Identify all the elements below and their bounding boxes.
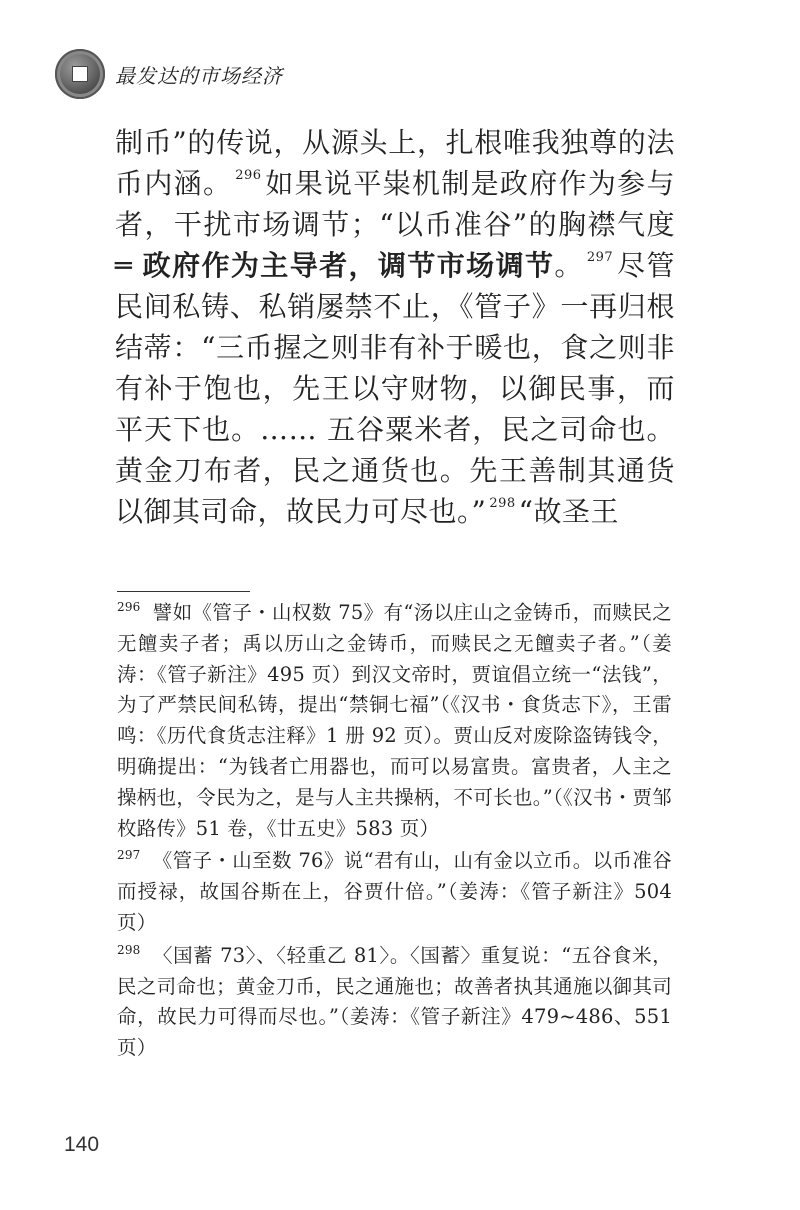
footnote-number: 298 (117, 942, 141, 957)
footnote-ref-298[interactable]: 298 (489, 496, 516, 511)
text-segment: 尽管民间私铸、私销屡禁不止，《管子》一再归根结蒂：“三币握之则非有补于暖也，食之则非有补于饱也，先王以守财物，以御民事，而平天下也。…… 五谷粟米者，民之司命也。黄金刀布者，民之通货也。先王善制其通货以御其司命，故民力可尽也。” (115, 249, 675, 528)
footnote-text: 譬如《管子・山权数 75》有“汤以庄山之金铸币，而赎民之无饘卖子者；禹以历山之金铸币，而赎民之无饘卖子者。”（姜涛：《管子新注》495 页）到汉文帝时，贾谊倡立统一“法钱”，为了严禁民间私铸，提出“禁铜七福”（《汉书・食货志下》，王雷鸣：《历代食货志注释》1 册 92 页）。贾山反对废除盗铸钱令，明确提出：“为钱者亡用器也，而可以易富贵。富贵者，人主之操柄也，令民为之，是与人主共操柄，不可长也。”（《汉书・贾邹枚路传》51 卷，《廿五史》583 页） (117, 601, 672, 840)
body-text (115, 122, 675, 532)
body-paragraph (115, 122, 675, 532)
bold-emphasis: 政府作为主导者，调节市场调节 (142, 249, 555, 282)
footnote-298 (117, 941, 672, 1064)
page-number: 140 (64, 1133, 100, 1156)
text-segment: 。 (554, 249, 584, 282)
footnote-296 (117, 598, 672, 844)
footnote-ref-296[interactable]: 296 (235, 168, 262, 183)
footnote-text: 《管子・山至数 76》说“君有山，山有金以立币。以币准谷而授禄，故国谷斯在上，谷贾什倍。”（姜涛：《管子新注》504 页） (117, 849, 672, 934)
footnote-ref-297[interactable]: 297 (586, 250, 614, 265)
text-segment: 制币”的传说，从源头上，扎根唯我独尊的法币内涵。 (115, 126, 675, 200)
text-segment: 如果说平粜机制是政府作为参与者，干扰市场调节；“以币准谷”的胸襟气度 ═ (115, 167, 675, 282)
footnote-number: 296 (117, 600, 141, 614)
coin-square-hole (72, 66, 88, 82)
footnotes (117, 598, 672, 1066)
header-title: 最发达的市场经济 (115, 63, 283, 88)
footnote-297 (117, 846, 672, 938)
footnote-number: 297 (117, 848, 141, 863)
footnote-text: 〈国蓄 73〉、〈轻重乙 81〉。〈国蓄〉重复说：“五谷食米，民之司命也；黄金刀币，民之通施也；故善者执其通施以御其司命，故民力可得而尽也。”（姜涛：《管子新注》479~486、551 页） (117, 943, 672, 1060)
coin-logo-icon (55, 49, 105, 99)
footnote-divider (117, 591, 250, 592)
text-segment: “故圣王 (518, 495, 619, 528)
running-header (55, 46, 455, 102)
